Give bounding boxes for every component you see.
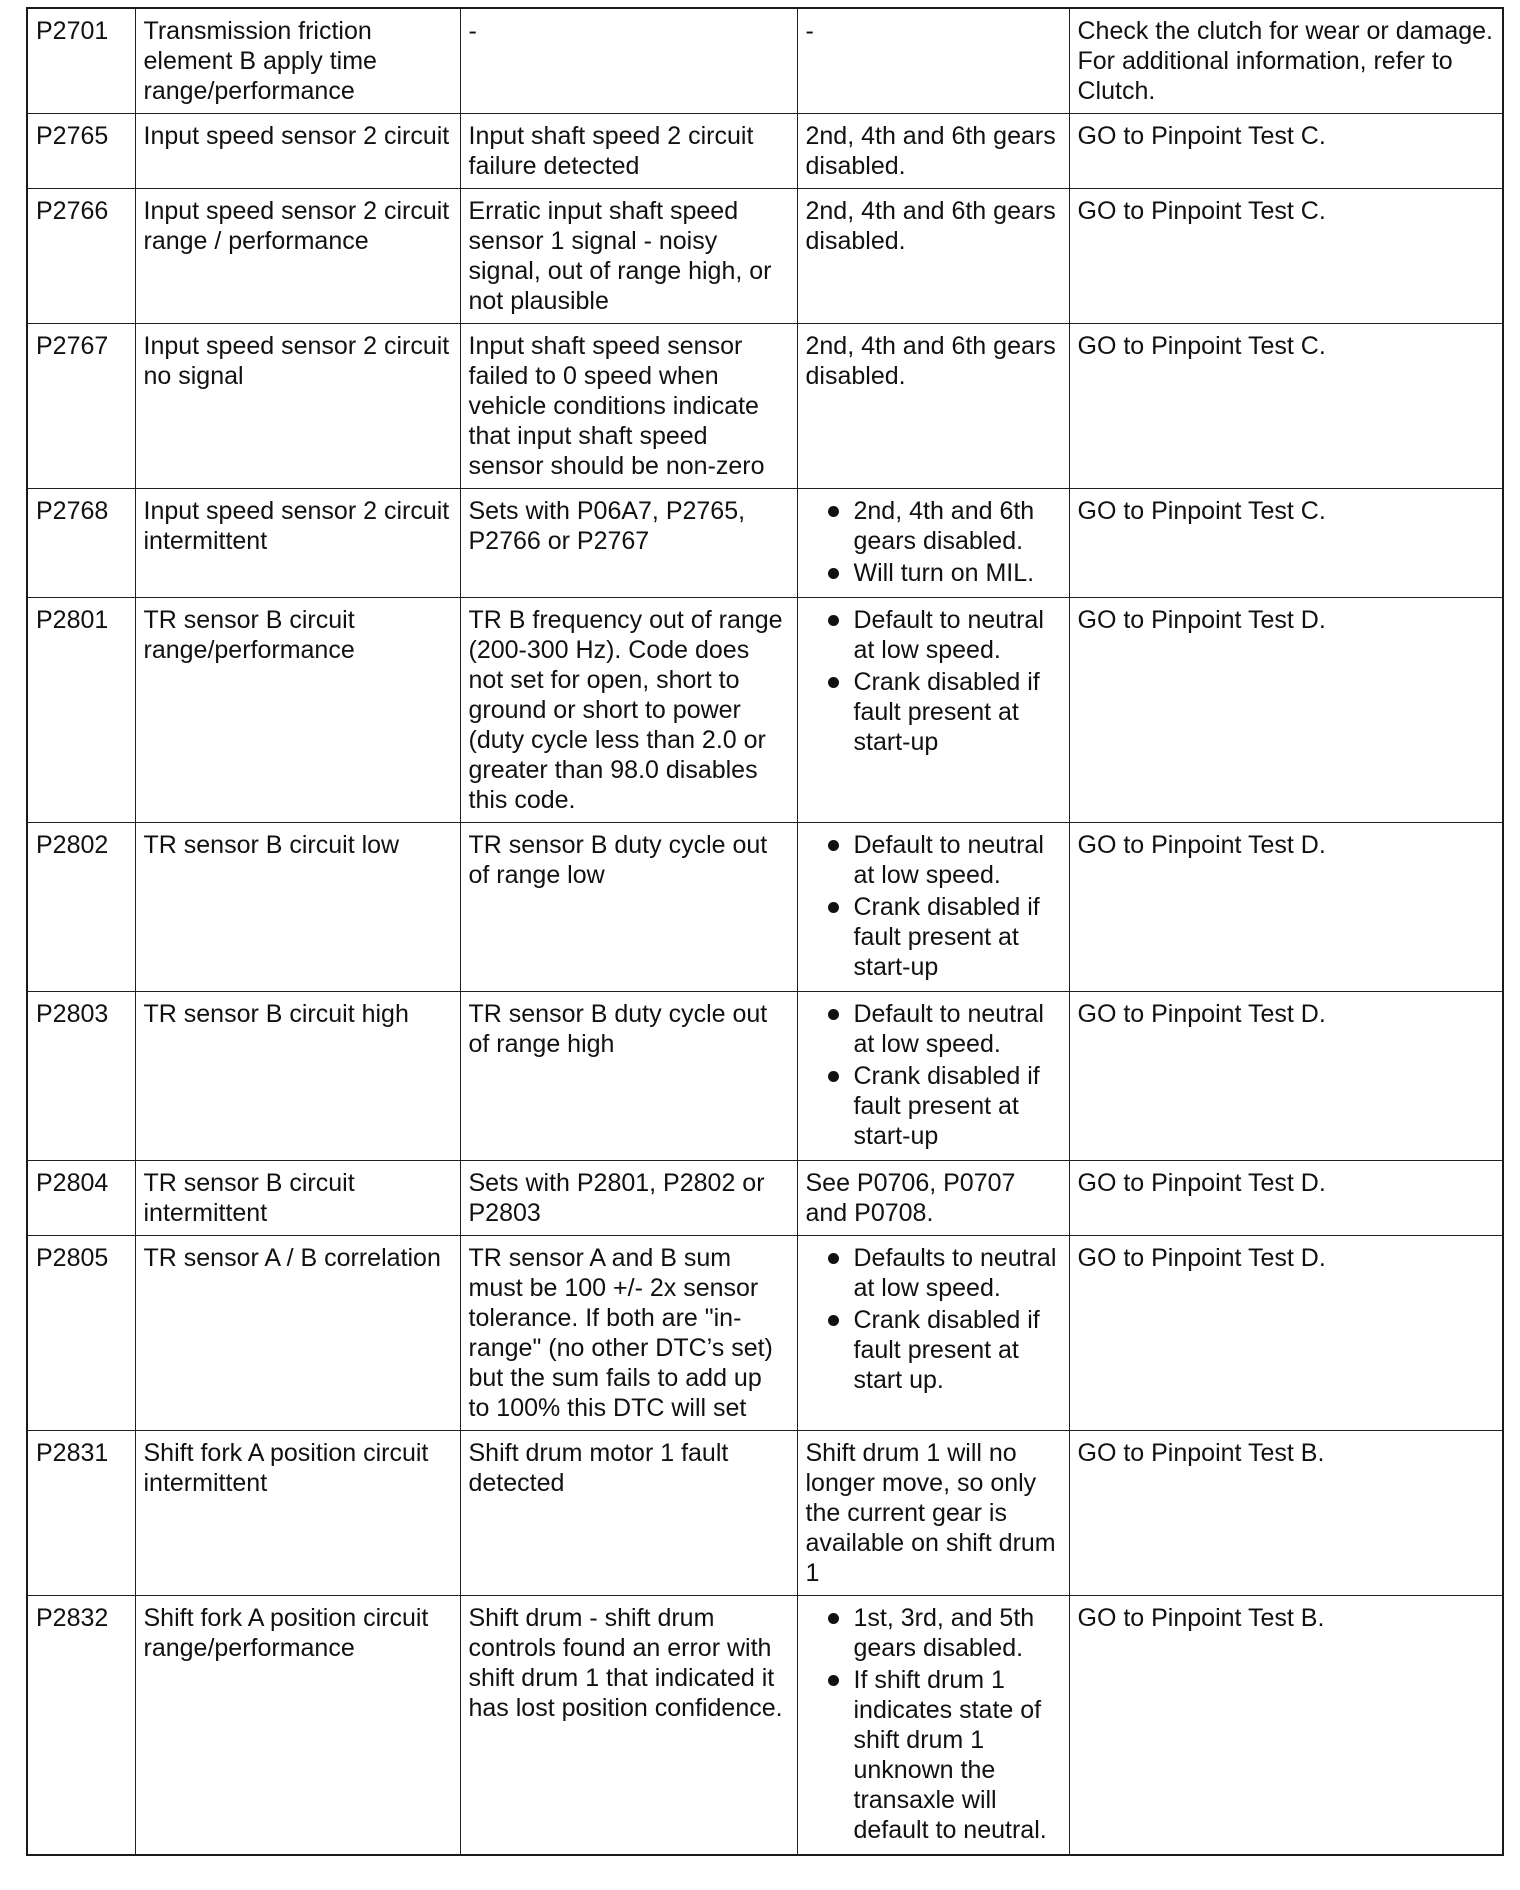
- dtc-code-cell: P2766: [27, 189, 135, 324]
- symptom-cell: [797, 1236, 1069, 1431]
- description-cell: TR sensor A / B correlation: [135, 1236, 460, 1431]
- bullet-dot-icon: [828, 902, 839, 913]
- table-row: [27, 1236, 1503, 1431]
- bullet-dot-icon: [828, 1613, 839, 1624]
- symptom-bullet-item: [806, 892, 1061, 982]
- condition-cell: TR sensor A and B sum must be 100 +/- 2x sensor tolerance. If both are "in-range" (no other DTC’s set) but the sum fails to add up to 100% this DTC will set: [460, 1236, 797, 1431]
- symptom-bullet-text: Crank disabled if fault present at start-up: [853, 893, 1040, 981]
- symptom-bullet-text: Will turn on MIL.: [853, 559, 1035, 587]
- symptom-bullet-item: [806, 667, 1061, 757]
- bullet-dot-icon: [828, 506, 839, 517]
- condition-cell: Erratic input shaft speed sensor 1 signal - noisy signal, out of range high, or not plausible: [460, 189, 797, 324]
- table-row: [27, 1431, 1503, 1596]
- dtc-code-cell: P2768: [27, 489, 135, 598]
- condition-cell: Sets with P2801, P2802 or P2803: [460, 1161, 797, 1236]
- description-cell: Input speed sensor 2 circuit range / performance: [135, 189, 460, 324]
- dtc-code-cell: P2701: [27, 8, 135, 114]
- description-cell: Shift fork A position circuit range/performance: [135, 1596, 460, 1856]
- bullet-dot-icon: [828, 1315, 839, 1326]
- description-cell: TR sensor B circuit range/performance: [135, 598, 460, 823]
- table-row: [27, 992, 1503, 1161]
- symptom-cell: See P0706, P0707 and P0708.: [797, 1161, 1069, 1236]
- action-cell: GO to Pinpoint Test D.: [1069, 1236, 1503, 1431]
- symptom-bullet-item: [806, 605, 1061, 665]
- description-cell: Transmission friction element B apply time range/performance: [135, 8, 460, 114]
- table-row: [27, 598, 1503, 823]
- symptom-bullet-list: [806, 1603, 1061, 1845]
- table-row: [27, 1596, 1503, 1856]
- bullet-dot-icon: [828, 840, 839, 851]
- bullet-dot-icon: [828, 1253, 839, 1264]
- symptom-bullet-list: [806, 1243, 1061, 1395]
- condition-cell: -: [460, 8, 797, 114]
- bullet-dot-icon: [828, 568, 839, 579]
- dtc-code-cell: P2767: [27, 324, 135, 489]
- bullet-dot-icon: [828, 1071, 839, 1082]
- symptom-bullet-list: [806, 999, 1061, 1151]
- symptom-bullet-text: 1st, 3rd, and 5th gears disabled.: [853, 1604, 1035, 1662]
- symptom-bullet-list: [806, 830, 1061, 982]
- symptom-cell: [797, 489, 1069, 598]
- action-cell: GO to Pinpoint Test C.: [1069, 489, 1503, 598]
- description-cell: TR sensor B circuit low: [135, 823, 460, 992]
- symptom-cell: 2nd, 4th and 6th gears disabled.: [797, 324, 1069, 489]
- symptom-cell: 2nd, 4th and 6th gears disabled.: [797, 189, 1069, 324]
- symptom-bullet-text: Default to neutral at low speed.: [853, 1000, 1044, 1058]
- symptom-bullet-list: [806, 605, 1061, 757]
- symptom-cell: 2nd, 4th and 6th gears disabled.: [797, 114, 1069, 189]
- symptom-cell: Shift drum 1 will no longer move, so only the current gear is available on shift drum 1: [797, 1431, 1069, 1596]
- description-cell: TR sensor B circuit intermittent: [135, 1161, 460, 1236]
- condition-cell: Shift drum motor 1 fault detected: [460, 1431, 797, 1596]
- symptom-bullet-item: [806, 999, 1061, 1059]
- symptom-bullet-item: [806, 496, 1061, 556]
- action-cell: GO to Pinpoint Test B.: [1069, 1431, 1503, 1596]
- dtc-code-cell: P2801: [27, 598, 135, 823]
- description-cell: Input speed sensor 2 circuit intermittent: [135, 489, 460, 598]
- dtc-code-cell: P2765: [27, 114, 135, 189]
- symptom-cell: [797, 1596, 1069, 1856]
- symptom-bullet-text: If shift drum 1 indicates state of shift drum 1 unknown the transaxle will default to neutral.: [853, 1666, 1047, 1844]
- condition-cell: TR B frequency out of range (200-300 Hz). Code does not set for open, short to ground or short to power (duty cycle less than 2.0 or greater than 98.0 disables this code.: [460, 598, 797, 823]
- action-cell: GO to Pinpoint Test C.: [1069, 324, 1503, 489]
- description-cell: Input speed sensor 2 circuit: [135, 114, 460, 189]
- symptom-bullet-text: Crank disabled if fault present at start-up: [853, 1062, 1040, 1150]
- table-row: [27, 114, 1503, 189]
- symptom-cell: [797, 992, 1069, 1161]
- table-row: [27, 189, 1503, 324]
- table-row: [27, 8, 1503, 114]
- action-cell: GO to Pinpoint Test D.: [1069, 1161, 1503, 1236]
- symptom-bullet-text: Default to neutral at low speed.: [853, 831, 1044, 889]
- dtc-code-cell: P2831: [27, 1431, 135, 1596]
- description-cell: TR sensor B circuit high: [135, 992, 460, 1161]
- symptom-bullet-text: 2nd, 4th and 6th gears disabled.: [853, 497, 1035, 555]
- action-cell: GO to Pinpoint Test D.: [1069, 992, 1503, 1161]
- table-row: [27, 1161, 1503, 1236]
- bullet-dot-icon: [828, 677, 839, 688]
- symptom-bullet-text: Default to neutral at low speed.: [853, 606, 1044, 664]
- symptom-cell: -: [797, 8, 1069, 114]
- symptom-bullet-item: [806, 1305, 1061, 1395]
- symptom-bullet-item: [806, 1603, 1061, 1663]
- symptom-bullet-item: [806, 558, 1061, 588]
- table-row: [27, 324, 1503, 489]
- action-cell: Check the clutch for wear or damage. For additional information, refer to Clutch.: [1069, 8, 1503, 114]
- dtc-code-cell: P2802: [27, 823, 135, 992]
- symptom-bullet-item: [806, 1243, 1061, 1303]
- dtc-table-body: [27, 8, 1503, 1855]
- symptom-cell: [797, 598, 1069, 823]
- action-cell: GO to Pinpoint Test D.: [1069, 598, 1503, 823]
- action-cell: GO to Pinpoint Test B.: [1069, 1596, 1503, 1856]
- bullet-dot-icon: [828, 1675, 839, 1686]
- action-cell: GO to Pinpoint Test C.: [1069, 189, 1503, 324]
- condition-cell: TR sensor B duty cycle out of range low: [460, 823, 797, 992]
- dtc-code-cell: P2804: [27, 1161, 135, 1236]
- condition-cell: Sets with P06A7, P2765, P2766 or P2767: [460, 489, 797, 598]
- symptom-bullet-item: [806, 1665, 1061, 1845]
- table-row: [27, 823, 1503, 992]
- description-cell: Input speed sensor 2 circuit no signal: [135, 324, 460, 489]
- symptom-bullet-text: Crank disabled if fault present at start up.: [853, 1306, 1040, 1394]
- description-cell: Shift fork A position circuit intermittent: [135, 1431, 460, 1596]
- symptom-bullet-list: [806, 496, 1061, 588]
- bullet-dot-icon: [828, 1009, 839, 1020]
- condition-cell: Shift drum - shift drum controls found an error with shift drum 1 that indicated it has lost position confidence.: [460, 1596, 797, 1856]
- dtc-table: [26, 7, 1504, 1856]
- action-cell: GO to Pinpoint Test D.: [1069, 823, 1503, 992]
- dtc-code-cell: P2803: [27, 992, 135, 1161]
- symptom-bullet-item: [806, 1061, 1061, 1151]
- bullet-dot-icon: [828, 615, 839, 626]
- dtc-code-cell: P2805: [27, 1236, 135, 1431]
- condition-cell: Input shaft speed 2 circuit failure detected: [460, 114, 797, 189]
- condition-cell: Input shaft speed sensor failed to 0 speed when vehicle conditions indicate that input shaft speed sensor should be non-zero: [460, 324, 797, 489]
- dtc-code-cell: P2832: [27, 1596, 135, 1856]
- symptom-cell: [797, 823, 1069, 992]
- symptom-bullet-text: Defaults to neutral at low speed.: [853, 1244, 1057, 1302]
- symptom-bullet-text: Crank disabled if fault present at start-up: [853, 668, 1040, 756]
- table-row: [27, 489, 1503, 598]
- symptom-bullet-item: [806, 830, 1061, 890]
- action-cell: GO to Pinpoint Test C.: [1069, 114, 1503, 189]
- condition-cell: TR sensor B duty cycle out of range high: [460, 992, 797, 1161]
